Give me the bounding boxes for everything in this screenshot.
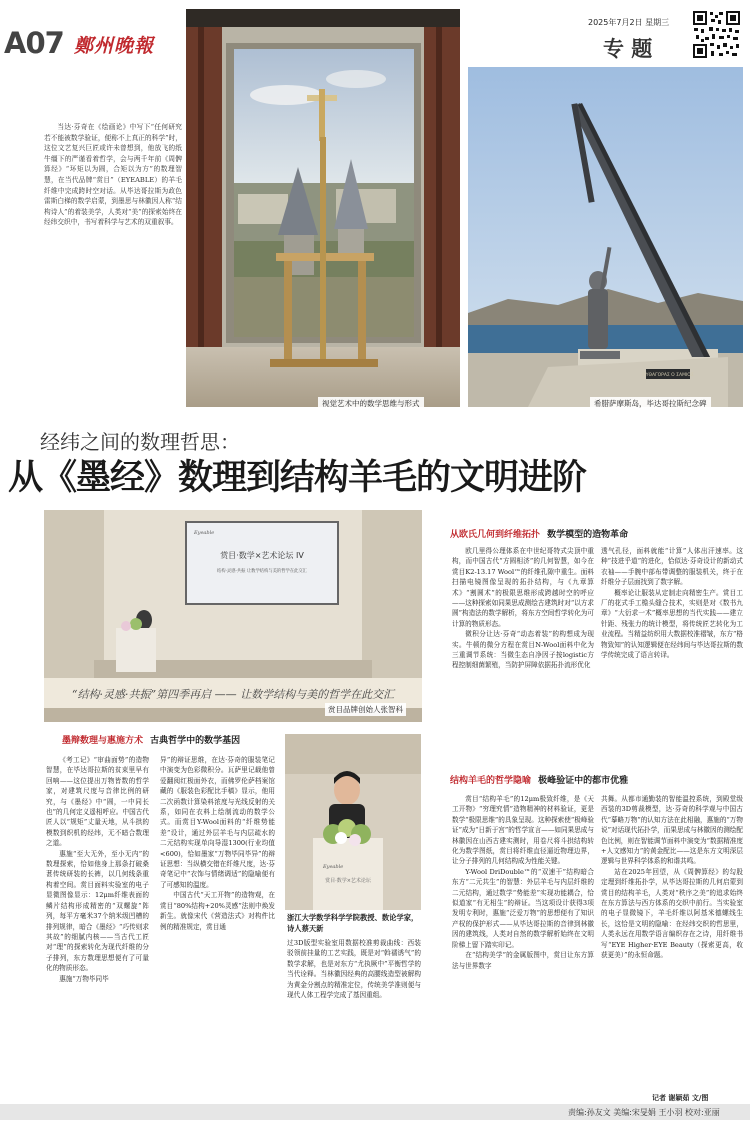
paragraph: 赏目“结构羊毛”的12μm极致纤维，是《天工开物》“穷理究情”造物精神的材料验证，更是数学“极限思维”的具象呈现。这种探索使“极峰验证”成为“日新于宫”的哲学宣言——如同果思成与林徽因在山西古建实测时，用卷尺将斗拱结构转化为数学图纸，赏目将纤维直径逼近物理边界，让分子排列的几何结构成为性能关键。 — [452, 795, 594, 866]
paragraph: 惠施“万物毕同毕 — [59, 974, 109, 983]
section-heading-2-red: 从欧氏几何到纤维拓扑 — [450, 530, 541, 540]
paragraph: 欧几里得公理体系在中世纪哥特式尖顶中重构，而中国古代“方圆相济”的几何智慧，如今在赏目K2-13.17 Wool™的纤维孔隙中重生。面料扫描电镜图像呈现的拓扑结构，与《九章算术》“割圆术”的极限思维形成跨越时空的呼应——这种探索如同果思成测绘古建筑时对“以方求圆”构造法的数学解析，将东方空间哲学转化为可计算的物质形态。 — [452, 547, 594, 628]
article-column-left — [46, 755, 149, 1115]
headline-kicker: 经纬之间的数理哲思： — [40, 430, 240, 454]
headline-title: 从《墨经》数理到结构羊毛的文明进阶 — [8, 457, 587, 498]
editor-credits: 责编:孙友文 美编:宋旻娟 王小羽 校对:亚丽 — [568, 1108, 720, 1117]
monument-plaque-text: ΠΥΘΑΓΟΡΑΣ Ο ΣΑΜΙΟΣ — [642, 373, 694, 378]
speaker-caption: 浙江大学数学科学学院教授、数论学家，诗人蔡天新 — [287, 913, 419, 933]
screen-logo: Eyeable — [194, 530, 215, 536]
section-heading-3-red: 结构羊毛的哲学隐喻 — [450, 776, 532, 786]
article-column-right-top-b — [601, 546, 743, 660]
paragraph: 站在2025年回望，从《周髀算经》的勾股定理到纤维拓扑学，从毕达哥拉斯的几何启蒙到赏目的结构羊毛，人类对“秩序之美”的追求始终在东方算法与西方体系的交织中前行。当实验室的电子显微镜下，羊毛纤维以阿基米德螺线生长，这恰是文明的隐喻：在经纬交织的哲思里，人类永远在用数学语言编织存在之诗，用纤维书写“EYE Higher·EYE Beauty（探索更高，收获更美）”的永恒命题。 — [601, 867, 743, 960]
podium-logo: Eyeable — [323, 864, 344, 870]
section-title: 专 题 — [603, 37, 653, 61]
paragraph: 异”的辩证思维，在达·芬奇的服装笔记中演变为色彩微积分。瓦萨里记载他曾爱翻阅红极面外衣，而佛罗伦萨档案馆藏的《服装色彩配比手稿》显示，他用二次函数计算染料浓度与光线反射的关系，如同在衣料上绘制流动的数学公式。而赏目Y-Wool面料的“纤维势能差”设计，通过外层羊毛与内层疏水的二元结构实现单向导湿1300(行业均值<600)，恰如墨家“万物毕同毕异”的辩证思想：当纵横交错在纤维尺度，达·芬奇笔记中“衣饰与情绪调适”的隐喻便有了可感知的温度。 — [160, 756, 275, 889]
section-heading-1-red: 墨辩数理与惠施方术 — [62, 736, 144, 746]
header-date: 2025年7月2日 星期三 — [588, 18, 670, 27]
intro-paragraph: 当达·芬奇在《绘画论》中写下“任何研究若不能被数学验证，便称不上真正的科学”时，这位文艺复兴巨匠或许未曾想到，他放飞的纸牛缰下的严谨看着哲学，会与两千年前《周髀算经》“环矩以为圆，合矩以为方”的数理智慧，在当代品牌“赏目”（EYEABLE）的羊毛纤维中完成跨时空对话。从毕达哥拉斯为政色雷斯白梯的数学启蒙，到墨思与林徽因人称“结构诗人”的着装美学，人类对“美”的探索始终在经纬交织中，书写着科学与艺术的双重叙事。 — [44, 123, 182, 227]
article-column-right-bottom-b — [601, 794, 743, 1092]
qr-code-icon — [692, 10, 741, 59]
section-heading-1-black: 古典哲学中的数学基因 — [150, 736, 241, 746]
article-column-middle — [160, 755, 275, 1115]
article-column-right-top-a — [452, 546, 594, 671]
statue-caption: 希腊萨摩斯岛，毕达哥拉斯纪念碑 — [590, 397, 711, 410]
section-heading-1 — [62, 733, 240, 746]
section-heading-2 — [450, 527, 628, 540]
paragraph: Y-Wool DriDouble™的“双速干”结构暗合东方“二元共生”的智慧：外层羊毛与内层纤维的二元结构，通过数学“势能差”实现功能耦合，恰似道家“有无相生”的辩证。当这项设计获得3项发明专利时，惠施“泛爱万物”的思想便有了知识产权的保护形式——从毕达哥拉斯的音律到林徽因的建筑线，人类对自然的数学解析始终在文明阶梯上留下踏实印记。 — [452, 867, 594, 949]
section-heading-3-black: 极峰验证中的都市优雅 — [538, 776, 629, 786]
section-heading-2-black: 数学模型的造物革命 — [547, 530, 629, 540]
article-column-middle-2 — [287, 938, 421, 1000]
painting-caption: 视觉艺术中的数学思维与形式 — [318, 397, 424, 410]
page-number: A07 — [4, 26, 64, 60]
paragraph: 《考工记》“审曲面势”的造物智慧，在毕达哥拉斯的贫束里早有回响——这位提出万物皆数的哲学家，对建筑尺度与音律比例的研究，与《墨经》中“圆，一中同长也”的几何定义遥相呼应。中国古代匠人以“规矩”丈量天地，从斗拱的模数到织机的经纬，无不暗合数理之道。 — [46, 756, 149, 848]
stage-banner-text: “结构·灵感·共振”第四季再启 —— 让数学结构与美的哲学在此交汇 — [71, 688, 395, 701]
podium-text: 赏目·数学×艺术论坛 — [325, 878, 371, 884]
paragraph: 惠施“至大无外，至小无内”的数理探索，恰如他身上那条打破桑葚传统研装的长裤，以几何线条重构着空间。赏目面料实验室的电子显微图像显示：12μm纤维表面的鳞片结构形成精密的“双螺旋”阵列，每平方毫米37个纳米级凹槽的排列规律，暗合《墨经》“巧传则求其故”的细腻内核——当古代工匠对“理”的探索转化为现代纤维的分子排列，东方数理思想便有了可量化的物质形态。 — [46, 849, 149, 973]
newspaper-masthead: 鄭州晚報 — [74, 35, 155, 57]
forum-stage-photo — [44, 510, 422, 722]
paragraph: 中国古代“天工开物”的造物观，在赏目“80%结构+20%灵感”法则中焕发新生。就像宋代《营造法式》对构件比例的精准规定，赏目通 — [160, 891, 275, 931]
magritte-painting-image — [186, 9, 460, 407]
paragraph: 概率论让服装从定制走向精密生产。赏目工厂的花式手工檐头缝合技术，实则是对《数书九章》“大衍求一术”概率思想的当代实践——建立针距、残张力的统计模型，将传统匠艺转化为工业流程。当精益纺织用大数据校准褶皱，东方“格物致知”的认知逻辑便在经纬间与毕达哥拉斯的数学传统完成了语言转译。 — [601, 588, 743, 660]
founder-caption: 赏目品牌创始人张智科 — [325, 703, 406, 716]
byline: 记者 谢颖茹 文/图 — [652, 1094, 709, 1102]
screen-title: 赏目·数学×艺术论坛 IV — [220, 551, 304, 560]
section-heading-3 — [450, 773, 628, 786]
paragraph: 过3D版型实验室用数据校准剪裁曲线：西装驳领前挂量的工艺实践，既是对“斡襦诱气”的数学求解，也是对东方“尤执厥中”平衡哲学的当代诠释。当林徽因经典的高腰线造型被解构为黄金分割点的精准定位，传统美学准则便与现代人体工程学完成了基因重组。 — [287, 939, 421, 1000]
paragraph: 透气孔径，面料就能“计算”人体出汗速率。这种“技进乎道”的进化，恰似达·芬奇设计的新动式衣袖——手腕中部布带调整的服装机关，终于在纤维分子层面找到了数字解。 — [601, 547, 743, 587]
paragraph: 在“结构美学”的金属版图中，赏目让东方算法与世界数字 — [452, 951, 594, 970]
article-column-right-bottom-a — [452, 794, 594, 1112]
pythagoras-monument-image — [468, 67, 743, 407]
paragraph: 微积分让达·芬奇“动态着装”的构想成为现实。牛顿的微分方程在赏目N-Wool面料中化为三重调节系统：当微生态自净因子按logistic方程控制细菌繁殖，当防护屏障依据拓扑流形优化 — [452, 630, 594, 670]
paragraph: 共舞。从都市通勤装的智能温控系统，到殿堂级西装的3D剪裁模型，达·芬奇的科学观与中国古代“摹略万物”的认知方法在此相融，惠施的“万物说”对话现代拓扑学，而果思成与林徽因的测绘配色比例，则在智能调节面料中演变为“数据精准度+人文感知力”的黄金配比——这是东方文明深层逻辑与世界科学体系的和谐共鸣。 — [601, 795, 743, 866]
speaker-photo — [285, 734, 421, 910]
screen-subtitle: 结构·灵感·共振 让数学结构与美的哲学在此交汇 — [216, 569, 308, 574]
